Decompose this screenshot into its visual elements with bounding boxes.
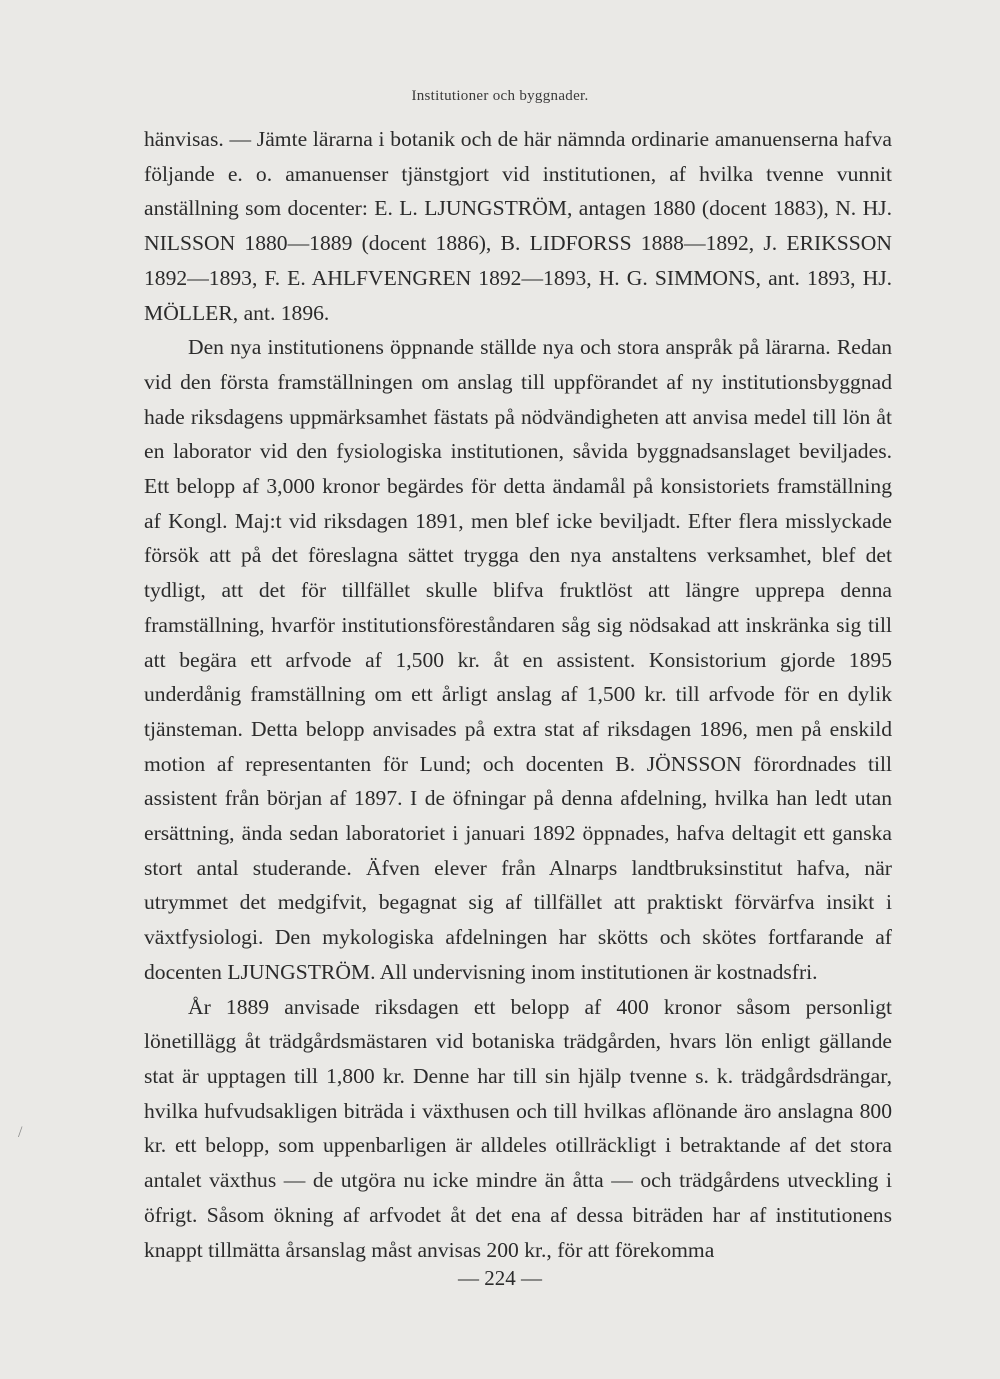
paragraph-3: År 1889 anvisade riksdagen ett belopp af 400 kronor såsom personligt lönetillägg åt trädgårdsmästaren vid botaniska trädgården, hvars lön enligt gällande stat är upptagen till 1,800 kr. Denne har till sin hjälp tvenne s. k. trädgårdsdrängar, hvilka hufvudsakligen biträda i växthusen och till hvilkas aflönande äro anslagna 800 kr. ett belopp, som uppenbarligen är alldeles otillräckligt i betraktande af det stora antalet växthus — de utgöra nu icke mindre än åtta — och trädgårdens utveckling i öfrigt. Såsom ökning af arfvodet åt det ena af dessa biträden har af institutionens knappt tillmätta årsanslag måst anvisas 200 kr., för att förekomma (144, 994, 892, 1262)
body-text (144, 122, 892, 1267)
page-number: — 224 — (458, 1266, 542, 1290)
paragraph-2: Den nya institutionens öppnande ställde nya och stora anspråk på lärarna. Redan vid den första framställningen om anslag till uppförandet af ny institutionsbyggnad hade riksdagens uppmärksamhet fästats på nödvändigheten att anvisa medel till lön åt en laborator vid den fysiologiska institutionen, såvida byggnadsanslaget beviljades. Ett belopp af 3,000 kronor begärdes för detta ändamål på konsistoriets framställning af Kongl. Maj:t vid riksdagen 1891, men blef icke beviljadt. Efter flera misslyckade försök att på det föreslagna sättet trygga den nya anstaltens verksamhet, blef det tydligt, att det för tillfället skulle blifva fruktlöst att längre upprepa denna framställning, hvarför institutionsföreståndaren såg sig nödsakad att inskränka sig till att begära ett arfvode af 1,500 kr. åt en assistent. Konsistorium gjorde 1895 underdånig framställning om ett årligt anslag af 1,500 kr. till arfvode för en dylik tjänsteman. Detta belopp anvisades på extra stat af riksdagen 1896, men på enskild motion af representanten för Lund; och docenten B. JÖNSSON förordnades till assistent från början af 1897. I de öfningar på denna afdelning, hvilka han ledt utan ersättning, ända sedan laboratoriet i januari 1892 öppnades, hafva deltagit ett ganska stort antal studerande. Äfven elever från Alnarps landtbruksinstitut hafva, när utrymmet det medgifvit, begagnat sig af tillfället att praktiskt förvärfva insikt i växtfysiologi. Den mykologiska afdelningen har skötts och skötes fortfarande af docenten LJUNGSTRÖM. All undervisning inom institutionen är kostnadsfri. (144, 335, 892, 984)
margin-pencil-mark-icon: / (18, 1124, 23, 1141)
paragraph-1: hänvisas. — Jämte lärarna i botanik och de här nämnda ordinarie amanuenserna hafva följande e. o. amanuenser tjänstgjort vid institutionen, af hvilka tvenne vunnit anställning som docenter: E. L. LJUNGSTRÖM, antagen 1880 (docent 1883), N. HJ. NILSSON 1880—1889 (docent 1886), B. LIDFORSS 1888—1892, J. ERIKSSON 1892—1893, F. E. AHLFVENGREN 1892—1893, H. G. SIMMONS, ant. 1893, HJ. MÖLLER, ant. 1896. (144, 127, 892, 325)
running-head: Institutioner och byggnader. (411, 88, 589, 104)
